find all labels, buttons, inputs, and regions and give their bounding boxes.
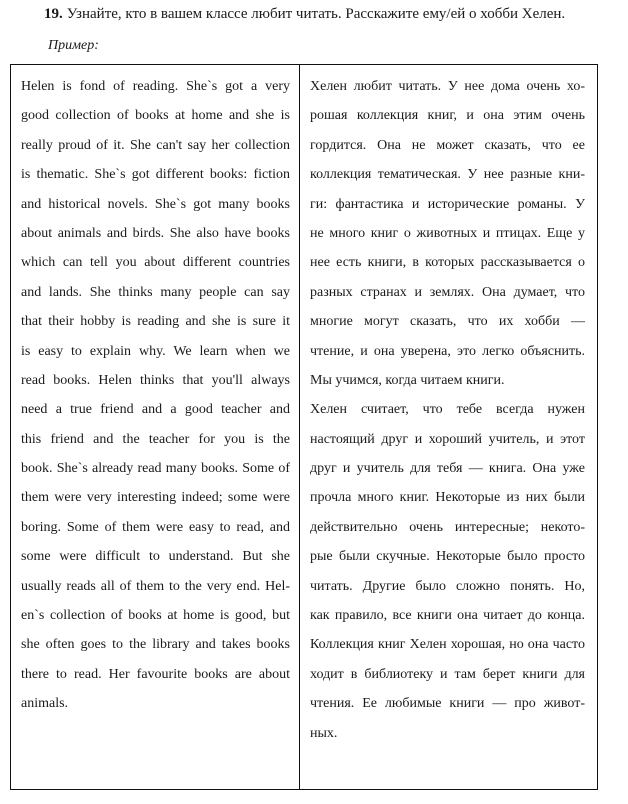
russian-text-line: многие могут сказать, что их хобби — [310,314,585,330]
text-table [10,64,598,790]
russian-text-line: Коллекция книг Хелен хорошая, но она часто [310,637,585,653]
english-text-line: need a true friend and a good teacher and [21,402,290,418]
task-number: 19. [44,6,63,22]
english-text-line: about animals and birds. She also have books [21,225,290,241]
russian-text-line: прочла много книг. Некоторые из них были [310,490,585,506]
english-text-line: good collection of books at home and she is [21,108,290,124]
english-text-line: some were difficult to understand. But she [21,549,290,565]
russian-text-line: как правило, все книги она читает до конца. [310,608,585,624]
english-text-line: which can tell you about different countries [21,255,290,271]
english-text-line: really proud of it. She can't say her collection [21,137,290,153]
russian-text-line: Мы учимся, когда читаем книги. [310,372,505,388]
russian-text-line: рошая коллекция книг, и она этим очень [310,108,585,124]
english-text-line: usually reads all of them to the very end. Hel- [21,578,290,594]
russian-text-line: Хелен считает, что тебе всегда нужен [310,402,585,418]
russian-text-line: нее есть книги, в которых рассказывается о [310,255,585,271]
english-text-line: there to read. Her favourite books are about [21,666,290,682]
russian-text-line: чтение, и она уверена, это легко объяснить. [310,343,585,359]
english-text-line: and historical novels. She`s got many books [21,196,290,212]
english-text-line: Helen is fond of reading. She`s got a very [21,79,290,94]
english-text-line: boring. Some of them were easy to read, and [21,519,290,535]
task-text: Узнайте, кто в вашем классе любит читать. Расскажите ему/ей о хобби Хелен. [66,6,566,22]
english-text-line: is thematic. She`s got different books: fiction [21,167,290,183]
english-text-line: read books. Helen thinks that you'll always [21,372,290,388]
english-text-line: book. She`s already read many books. Some of [21,461,290,477]
english-text-line: them were very interesting indeed; some were [21,490,290,506]
english-text-line: is easy to explain why. We learn when we [21,343,290,359]
russian-text-line: коллекция тематическая. У нее разные кни- [310,167,585,183]
russian-text-line: не много книг о животных и птицах. Еще у [310,225,585,241]
russian-text-line: Хелен любит читать. У нее дома очень хо- [310,79,585,94]
english-text-line: this friend and the teacher for you is the [21,431,290,447]
russian-text-column [300,65,597,789]
russian-text-line: гордится. Она не может сказать, что ее [310,137,585,153]
english-text-line: en`s collection of books at home is good, but [21,608,290,624]
russian-text-line: настоящий друг и хороший учитель, и этот [310,431,585,447]
russian-text-line: чтения. Ее любимые книги — про живот- [310,696,585,712]
task-instruction [44,6,565,23]
russian-text-line: действительно очень интересные; некото- [310,519,585,535]
english-text-column [11,65,300,789]
russian-text-line: рые были скучные. Некоторые было просто [310,549,585,565]
english-text-line: animals. [21,696,69,712]
russian-text-line: читать. Другие было сложно понять. Но, [310,578,585,594]
english-text-line: that their hobby is reading and she is sure it [21,314,290,330]
example-label: Пример: [48,38,99,53]
english-text-line: and lands. She thinks many people can say [21,284,290,300]
english-text-line: she often goes to the library and takes books [21,637,290,653]
russian-text-line: ги: фантастика и исторические романы. У [310,196,585,212]
russian-text-line: друг и учитель для тебя — книга. Она уже [310,461,585,477]
russian-text-line: ходит в библиотеку и там берет книги для [310,666,585,682]
russian-text-line: разных странах и землях. Она думает, что [310,284,585,300]
russian-text-line: ных. [310,725,338,741]
